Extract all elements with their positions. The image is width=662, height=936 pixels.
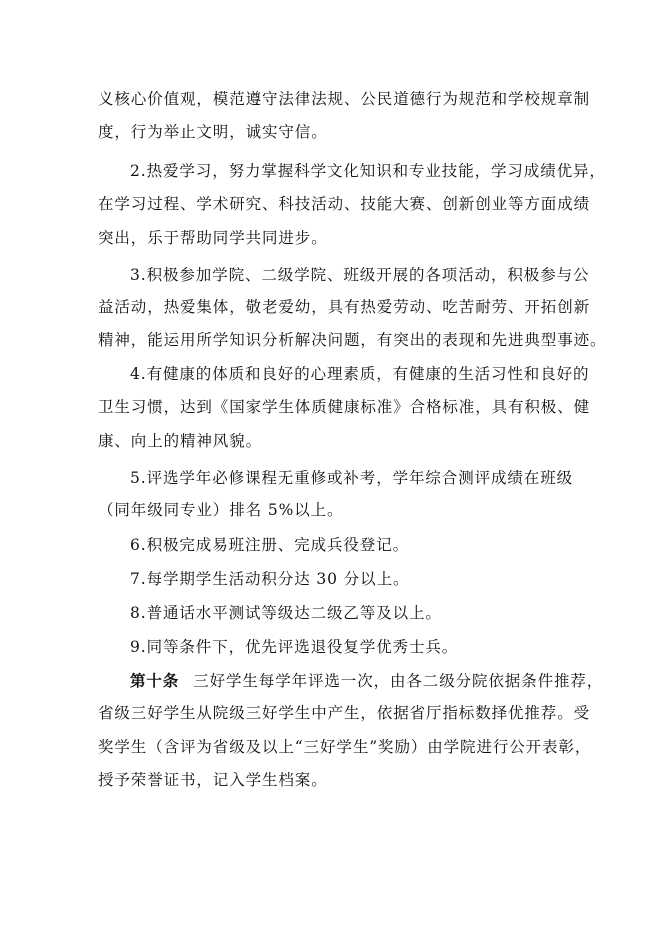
text-line: 康、向上的精神风貌。 [98,432,263,450]
article-ten-line [0,666,662,696]
text-line: 授予荣誉证书，记入学生档案。 [98,771,328,789]
text-line: 精神，能运用所学知识分析解决问题，有突出的表现和先进典型事迹。 [98,331,607,349]
article-text: 三好学生每学年评选一次，由各二级分院依据条件推荐， [193,672,604,690]
text-line: 9.同等条件下，优先评选退役复学优秀士兵。 [130,638,459,656]
text-line: 益活动，热爱集体，敬老爱幼，具有热爱劳动、吃苦耐劳、开拓创新 [98,298,591,316]
text-line: 度，行为举止文明，诚实守信。 [98,123,328,141]
text-line: 卫生习惯，达到《国家学生体质健康标准》合格标准，具有积极、健 [98,398,591,416]
text-line: 7.每学期学生活动积分达 30 分以上。 [130,570,410,588]
text-line: 义核心价值观，模范遵守法律法规、公民道德行为规范和学校规章制 [98,90,591,108]
text-line: 5.评选学年必修课程无重修或补考，学年综合测评成绩在班级 [130,469,573,487]
text-line: 3.积极参加学院、二级学院、班级开展的各项活动，积极参与公 [130,266,590,284]
article-label: 第十条 [130,671,180,690]
text-line: 2.热爱学习，努力掌握科学文化知识和专业技能，学习成绩优异， [130,162,606,180]
text-line: 在学习过程、学术研究、科技活动、技能大赛、创新创业等方面成绩 [98,195,591,213]
text-line: 突出，乐于帮助同学共同进步。 [98,229,328,247]
text-line: （同年级同专业）排名 5%以上。 [98,501,344,519]
text-line: 省级三好学生从院级三好学生中产生，依据省厅指标数择优推荐。受 [98,704,591,722]
text-line: 8.普通话水平测试等级达二级乙等及以上。 [130,604,442,622]
text-line: 奖学生（含评为省级及以上“三好学生”奖励）由学院进行公开表彰， [98,738,592,756]
text-line: 6.积极完成易班注册、完成兵役登记。 [130,536,409,554]
text-line: 4.有健康的体质和良好的心理素质，有健康的生活习性和良好的 [130,365,590,383]
